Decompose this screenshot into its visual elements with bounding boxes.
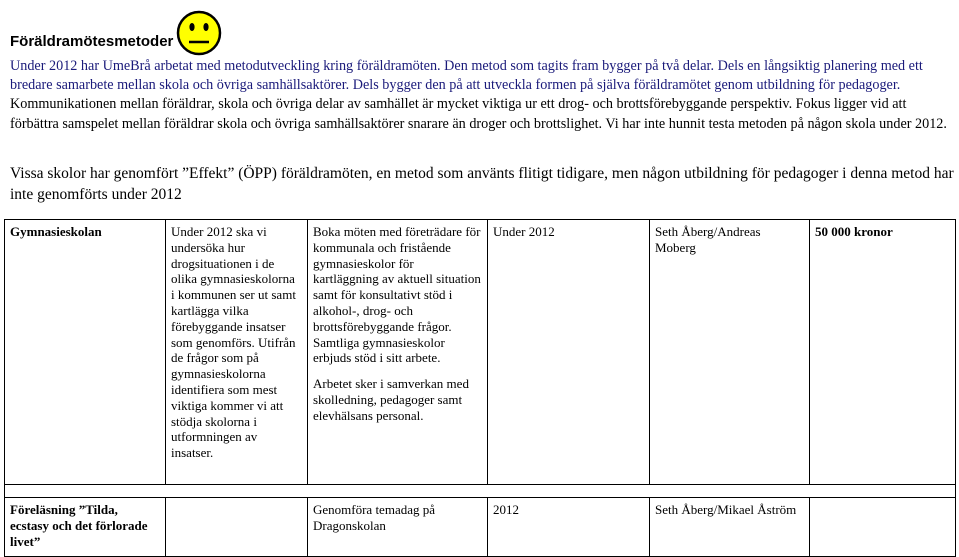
row-spacer (5, 485, 956, 498)
row-responsible: Seth Åberg/Andreas Moberg (650, 220, 810, 485)
activity-paragraph: Boka möten med företrädare för kommunala och fristående gymnasieskolor för kartläggning av aktuell situation samt för konsultativt stöd i alkohol-, drog- och brottsförebyggande frågor. Samtliga gymnasieskolor erbjuds stöd i sitt arbete. (313, 224, 481, 366)
activity-paragraph: Arbetet sker i samverkan med skolledning, pedagoger samt elevhälsans personal. (313, 376, 469, 423)
intro-paragraph (10, 57, 956, 134)
row-budget: 50 000 kronor (810, 220, 956, 485)
row-description: Under 2012 ska vi undersöka hur drogsituationen i de olika gymnasieskolorna i kommunen ser ut samt kartlägga vilka förebyggande insatser som genomförs. Utifrån de frågor som på gymnasieskolorna identifiera som mest viktiga kommer vi att stödja skolorna i utformningen av insatser. (166, 220, 308, 485)
row-name: Gymnasieskolan (5, 220, 166, 485)
effekt-paragraph: Vissa skolor har genomfört ”Effekt” (ÖPP) föräldramöten, en metod som använts flitigt tidigare, men någon utbildning för pedagoger i denna metod har inte genomförts under 2012 (10, 165, 954, 203)
intro-text-part2: Kommunikationen mellan föräldrar, skola och övriga delar av samhället är mycket viktiga ur ett drog- och brottsförebyggande perspektiv. Fokus ligger vid att förbättra samspelet mellan föräldrar skola och övriga samhällsaktörer snarare än droger och brottslighet. Vi har inte hunnit testa metoden på någon skola under 2012. (10, 96, 947, 132)
row-when: 2012 (488, 498, 650, 557)
row-description (166, 498, 308, 557)
table-row (5, 220, 956, 485)
heading-row (10, 2, 222, 56)
page-title: Föräldramötesmetoder (10, 33, 174, 50)
neutral-face-icon (176, 10, 222, 56)
activity-table (4, 219, 956, 557)
row-budget (810, 498, 956, 557)
row-activity (308, 498, 488, 557)
row-when: Under 2012 (488, 220, 650, 485)
activity-paragraph: Genomföra temadag på Dragonskolan (313, 502, 436, 533)
row-activity (308, 220, 488, 485)
intro-text-part1: Under 2012 har UmeBrå arbetat med metodutveckling kring föräldramöten. Den metod som tagits fram bygger på två delar. Dels en långsiktig planering med ett bredare samarbete mellan skola och övriga samhällsaktörer. Dels bygger den på att utveckla formen på själva föräldramötet genom utbildning för pedagoger. (10, 58, 923, 94)
row-name: Föreläsning ”Tilda, ecstasy och det förlorade livet” (5, 498, 166, 557)
row-responsible: Seth Åberg/Mikael Åström (650, 498, 810, 557)
table-row (5, 498, 956, 557)
